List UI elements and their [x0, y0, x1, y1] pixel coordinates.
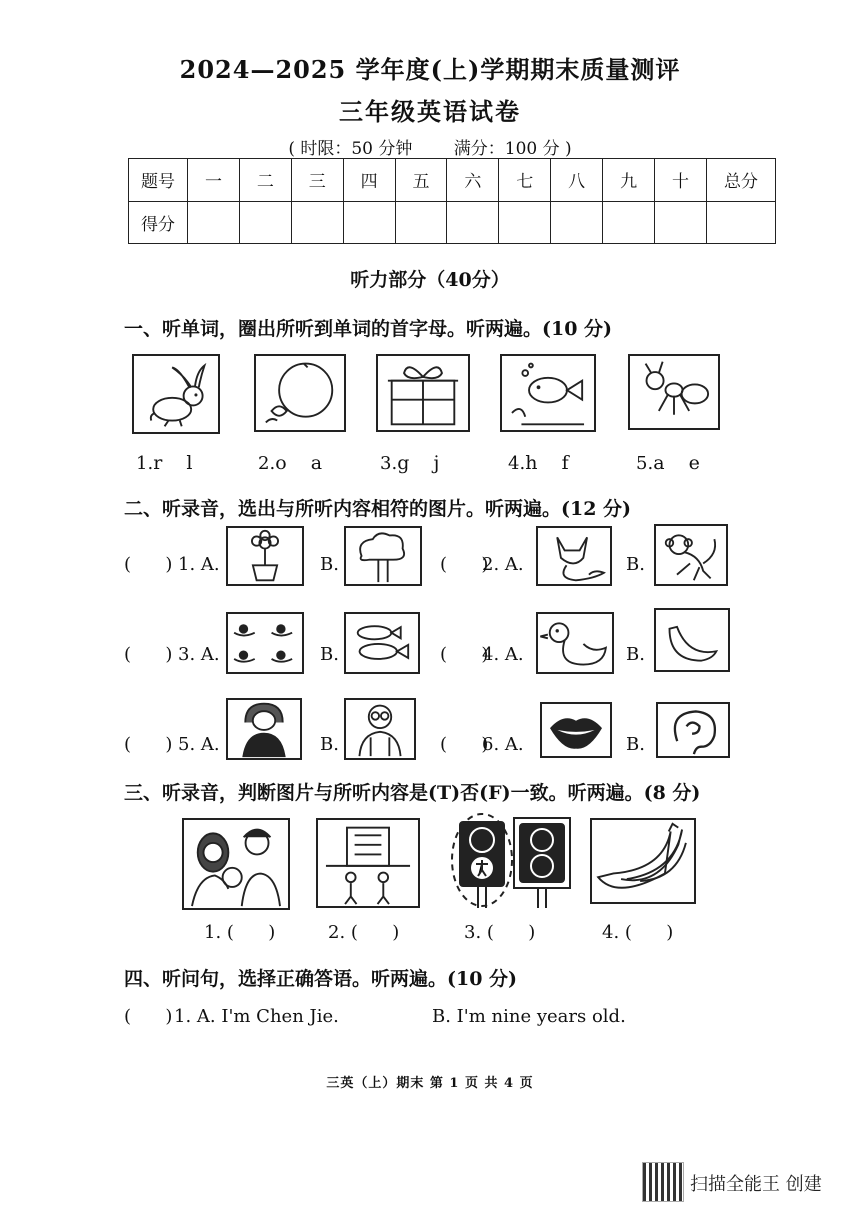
s1-opts[interactable]: g j — [397, 452, 440, 474]
rabbit-icon — [132, 354, 220, 434]
score-table — [128, 158, 776, 244]
s1-item-1 — [136, 452, 193, 474]
s2-b-label: B. — [320, 734, 339, 755]
s1-num: 5. — [636, 453, 654, 474]
s4-option-a: 1. A. I'm Chen Jie. — [174, 1006, 339, 1027]
score-cell: 四 — [343, 159, 395, 202]
s1-opts[interactable]: r l — [153, 452, 193, 474]
s3-item-4[interactable]: 4. ( ) — [602, 922, 674, 943]
banana-icon — [654, 608, 730, 672]
score-blank[interactable] — [447, 201, 499, 244]
duck-icon — [536, 612, 614, 674]
score-cell: 题号 — [129, 159, 188, 202]
s1-num: 1. — [136, 453, 154, 474]
traffic-light-icon — [448, 812, 584, 910]
exam-title: 2024—2025 学年度(上)学期期末质量测评 — [179, 55, 681, 84]
score-cell: 十 — [655, 159, 707, 202]
s2-num: 3. A. — [178, 644, 220, 665]
s1-num: 3. — [380, 453, 398, 474]
s2-num: 4. A. — [482, 644, 524, 665]
fish-icon — [500, 354, 596, 432]
score-cell: 五 — [395, 159, 447, 202]
exam-subtitle: 三年级英语试卷 — [339, 97, 521, 126]
watermark-text: 扫描全能王 创建 — [690, 1174, 822, 1195]
s3-item-2[interactable]: 2. ( ) — [328, 922, 400, 943]
score-table-score-row — [129, 201, 776, 244]
s2-paren[interactable]: ( ) — [124, 644, 173, 665]
flower-pot-icon — [226, 526, 304, 586]
ant-icon — [628, 354, 720, 430]
s2-b-label: B. — [626, 554, 645, 575]
s2-paren[interactable]: ( ) — [124, 734, 173, 755]
score-cell: 六 — [447, 159, 499, 202]
score-cell: 二 — [239, 159, 291, 202]
s4-paren[interactable]: ( ) — [124, 1006, 173, 1027]
score-blank[interactable] — [343, 201, 395, 244]
score-cell: 九 — [603, 159, 655, 202]
s2-b-label: B. — [626, 734, 645, 755]
score-cell: 总分 — [707, 159, 776, 202]
full-score: 满分：100 分 ) — [453, 139, 572, 159]
score-cell: 八 — [551, 159, 603, 202]
gift-icon — [376, 354, 470, 432]
s1-num: 4. — [508, 453, 526, 474]
s2-b-label: B. — [626, 644, 645, 665]
s2-b-label: B. — [320, 554, 339, 575]
score-table-header-row — [129, 159, 776, 202]
s2-paren[interactable]: ( ) — [440, 554, 489, 575]
s4-option-b: B. I'm nine years old. — [432, 1006, 626, 1027]
s1-item-2 — [258, 452, 322, 474]
s1-item-4 — [508, 452, 569, 474]
section2-title: 二、听录音，选出与所听内容相符的图片。听两遍。(12 分) — [124, 498, 632, 520]
s2-paren[interactable]: ( ) — [440, 734, 489, 755]
score-cell: 一 — [188, 159, 240, 202]
ear-icon — [656, 702, 730, 758]
page-footer: 三英（上）期末 第 1 页 共 4 页 — [326, 1076, 534, 1091]
time-limit: ( 时限：50 分钟 — [288, 139, 413, 159]
mouth-icon — [540, 702, 612, 758]
score-cell: 三 — [291, 159, 343, 202]
fishes-icon — [344, 612, 420, 674]
family-icon — [182, 818, 290, 910]
s2-num: 5. A. — [178, 734, 220, 755]
s3-item-3[interactable]: 3. ( ) — [464, 922, 536, 943]
monkey-icon — [654, 524, 728, 586]
s2-paren[interactable]: ( ) — [124, 554, 173, 575]
birds-icon — [226, 612, 304, 674]
school-icon — [316, 818, 420, 908]
s2-b-label: B. — [320, 644, 339, 665]
orange-icon — [254, 354, 346, 432]
score-blank[interactable] — [707, 201, 776, 244]
s1-item-3 — [380, 452, 439, 474]
grandma-icon — [226, 698, 302, 760]
s3-item-1[interactable]: 1. ( ) — [204, 922, 276, 943]
section3-title: 三、听录音，判断图片与所听内容是(T)否(F)一致。听两遍。(8 分) — [124, 782, 701, 804]
bananas-icon — [590, 818, 696, 904]
score-blank[interactable] — [188, 201, 240, 244]
s1-opts[interactable]: h f — [525, 452, 569, 474]
score-blank[interactable] — [239, 201, 291, 244]
grandpa-icon — [344, 698, 416, 760]
fox-icon — [536, 526, 612, 586]
s1-item-5 — [636, 452, 700, 474]
score-blank[interactable] — [551, 201, 603, 244]
s1-opts[interactable]: a e — [653, 452, 700, 474]
s2-num: 1. A. — [178, 554, 220, 575]
s2-paren[interactable]: ( ) — [440, 644, 489, 665]
score-blank[interactable] — [499, 201, 551, 244]
exam-limits — [0, 134, 860, 159]
score-blank[interactable] — [291, 201, 343, 244]
score-cell: 七 — [499, 159, 551, 202]
score-blank[interactable] — [395, 201, 447, 244]
tree-icon — [344, 526, 422, 586]
qr-code-icon — [642, 1162, 684, 1202]
s1-num: 2. — [258, 453, 276, 474]
section1-title: 一、听单词，圈出所听到单词的首字母。听两遍。(10 分) — [124, 318, 613, 340]
score-row-label: 得分 — [129, 201, 188, 244]
scanner-watermark — [642, 1162, 852, 1202]
s2-num: 2. A. — [482, 554, 524, 575]
section4-title: 四、听问句，选择正确答语。听两遍。(10 分) — [124, 968, 518, 990]
s2-num: 6. A. — [482, 734, 524, 755]
score-blank[interactable] — [655, 201, 707, 244]
s1-opts[interactable]: o a — [275, 452, 323, 474]
score-blank[interactable] — [603, 201, 655, 244]
listening-heading: 听力部分（40分） — [350, 269, 510, 291]
